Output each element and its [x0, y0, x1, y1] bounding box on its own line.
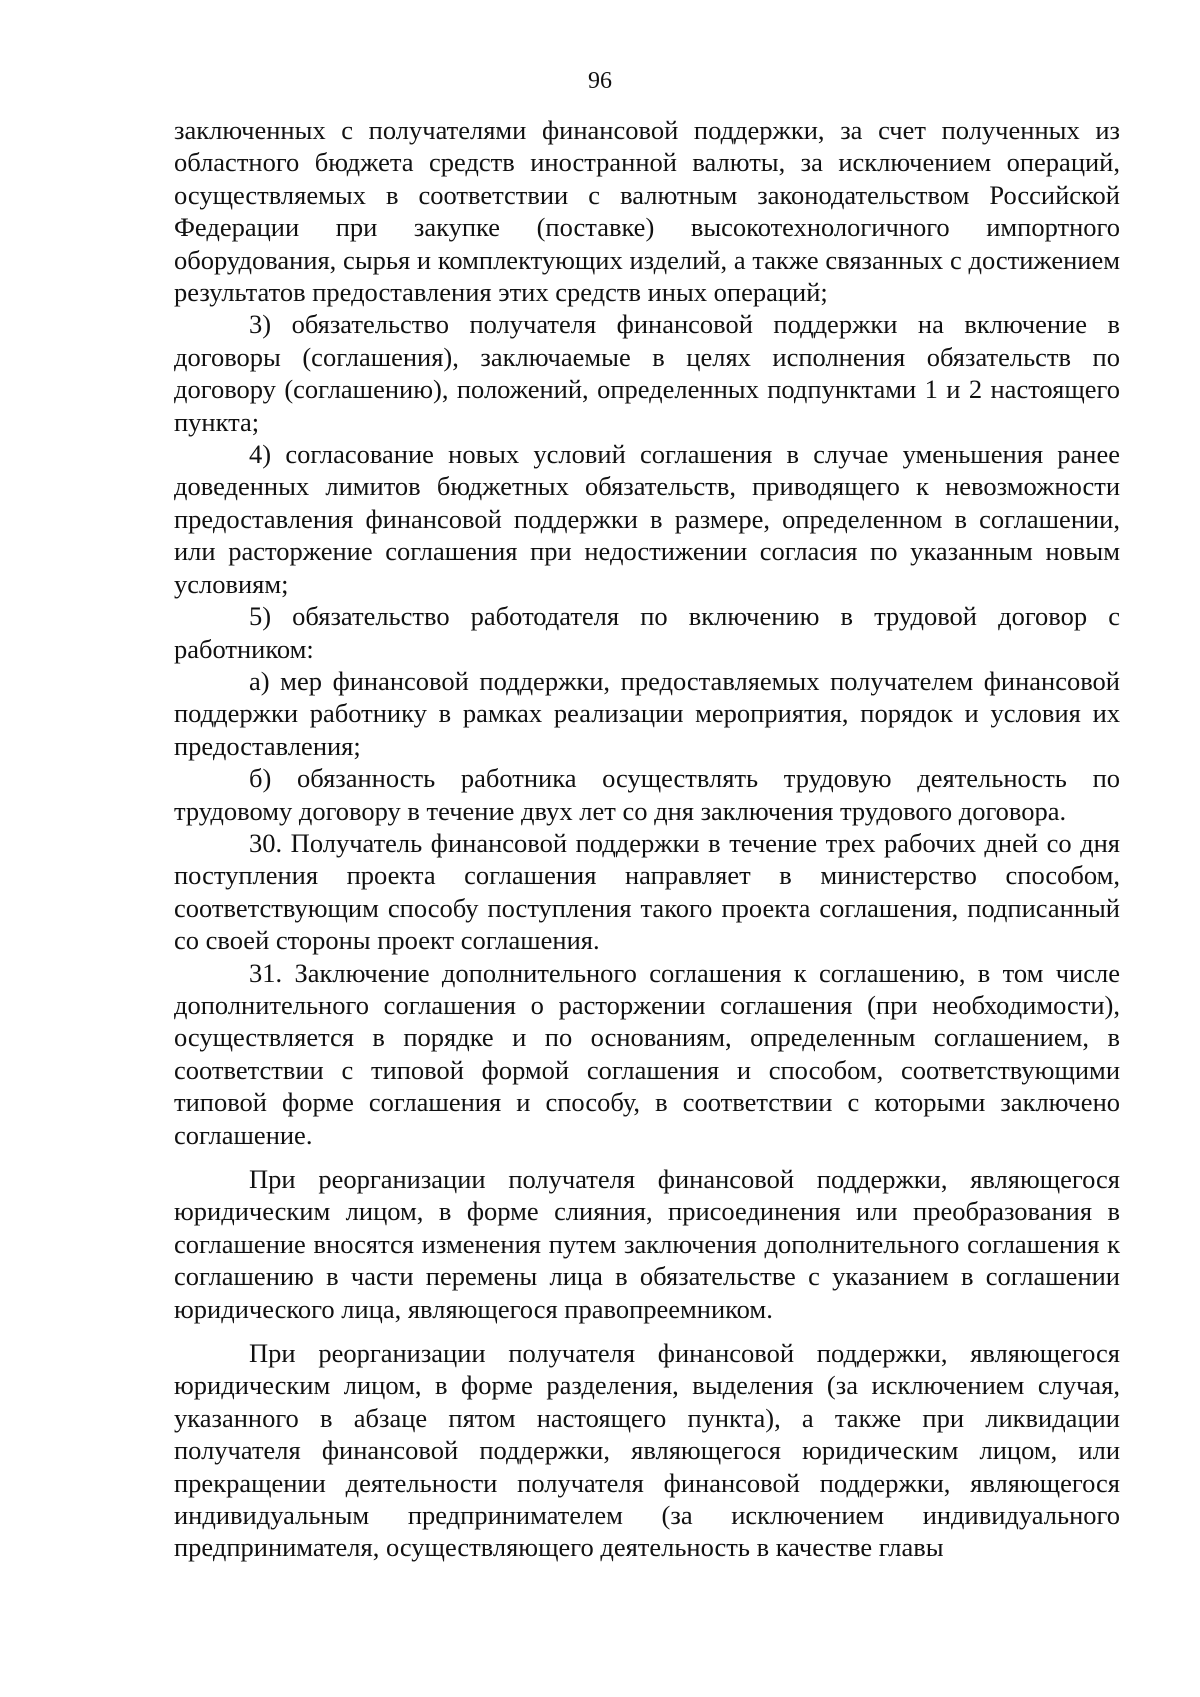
paragraph-item-3: 3) обязательство получателя финансовой поддержки на включение в договоры (соглашения), заключаемые в целях исполнения обязательств по договору (соглашению), положений, определенных подпунктами 1 и 2 настоящего пункта; [174, 309, 1120, 437]
document-body [174, 114, 1120, 1564]
paragraph-item-4: 4) согласование новых условий соглашения в случае уменьшения ранее доведенных лимитов бюджетных обязательств, приводящего к невозможности предоставления финансовой поддержки в размере, определенном в соглашении, или расторжение соглашения при недостижении согласия по указанным новым условиям; [174, 439, 1120, 599]
paragraph-clause-30: 30. Получатель финансовой поддержки в течение трех рабочих дней со дня поступления проекта соглашения направляет в министерство способом, соответствующим способу поступления такого проекта соглашения, подписанный со своей стороны проект соглашения. [174, 827, 1120, 956]
paragraph-subitem-a: а) мер финансовой поддержки, предоставляемых получателем финансовой поддержки работнику в рамках реализации мероприятия, порядок и условия их предоставления; [174, 665, 1120, 761]
paragraph-subitem-b: б) обязанность работника осуществлять трудовую деятельность по трудовому договору в течение двух лет со дня заключения трудового договора. [174, 763, 1120, 826]
paragraph-reorganization-merger: При реорганизации получателя финансовой поддержки, являющегося юридическим лицом, в форме слияния, присоединения или преобразования в соглашение вносятся изменения путем заключения дополнительного соглашения к соглашению в части перемены лица в обязательстве с указанием в соглашении юридического лица, являющегося правопреемником. [174, 1164, 1120, 1324]
paragraph-continuation: заключенных с получателями финансовой поддержки, за счет полученных из областного бюджета средств иностранной валюты, за исключением операций, осуществляемых в соответствии с валютным законодательством Российской Федерации при закупке (поставке) высокотехнологичного импортного оборудования, сырья и комплектующих изделий, а также связанных с достижением результатов предоставления этих средств иных операций; [174, 115, 1120, 308]
paragraph-clause-31: 31. Заключение дополнительного соглашения к соглашению, в том числе дополнительного соглашения о расторжении соглашения (при необходимости), осуществляется в порядке и по основаниям, определенным соглашением, в соответствии с типовой формой соглашения и способом, соответствующими типовой форме соглашения и способу, в соответствии с которыми заключено соглашение. [174, 957, 1120, 1150]
paragraph-item-5: 5) обязательство работодателя по включению в трудовой договор с работником: [174, 601, 1120, 664]
paragraph-reorganization-division: При реорганизации получателя финансовой поддержки, являющегося юридическим лицом, в форме разделения, выделения (за исключением случая, указанного в абзаце пятом настоящего пункта), а также при ликвидации получателя финансовой поддержки, являющегося юридическим лицом, или прекращении деятельности получателя финансовой поддержки, являющегося индивидуальным предпринимателем (за исключением индивидуального предпринимателя, осуществляющего деятельность в качестве главы [174, 1338, 1120, 1563]
page-number: 96 [588, 68, 612, 94]
